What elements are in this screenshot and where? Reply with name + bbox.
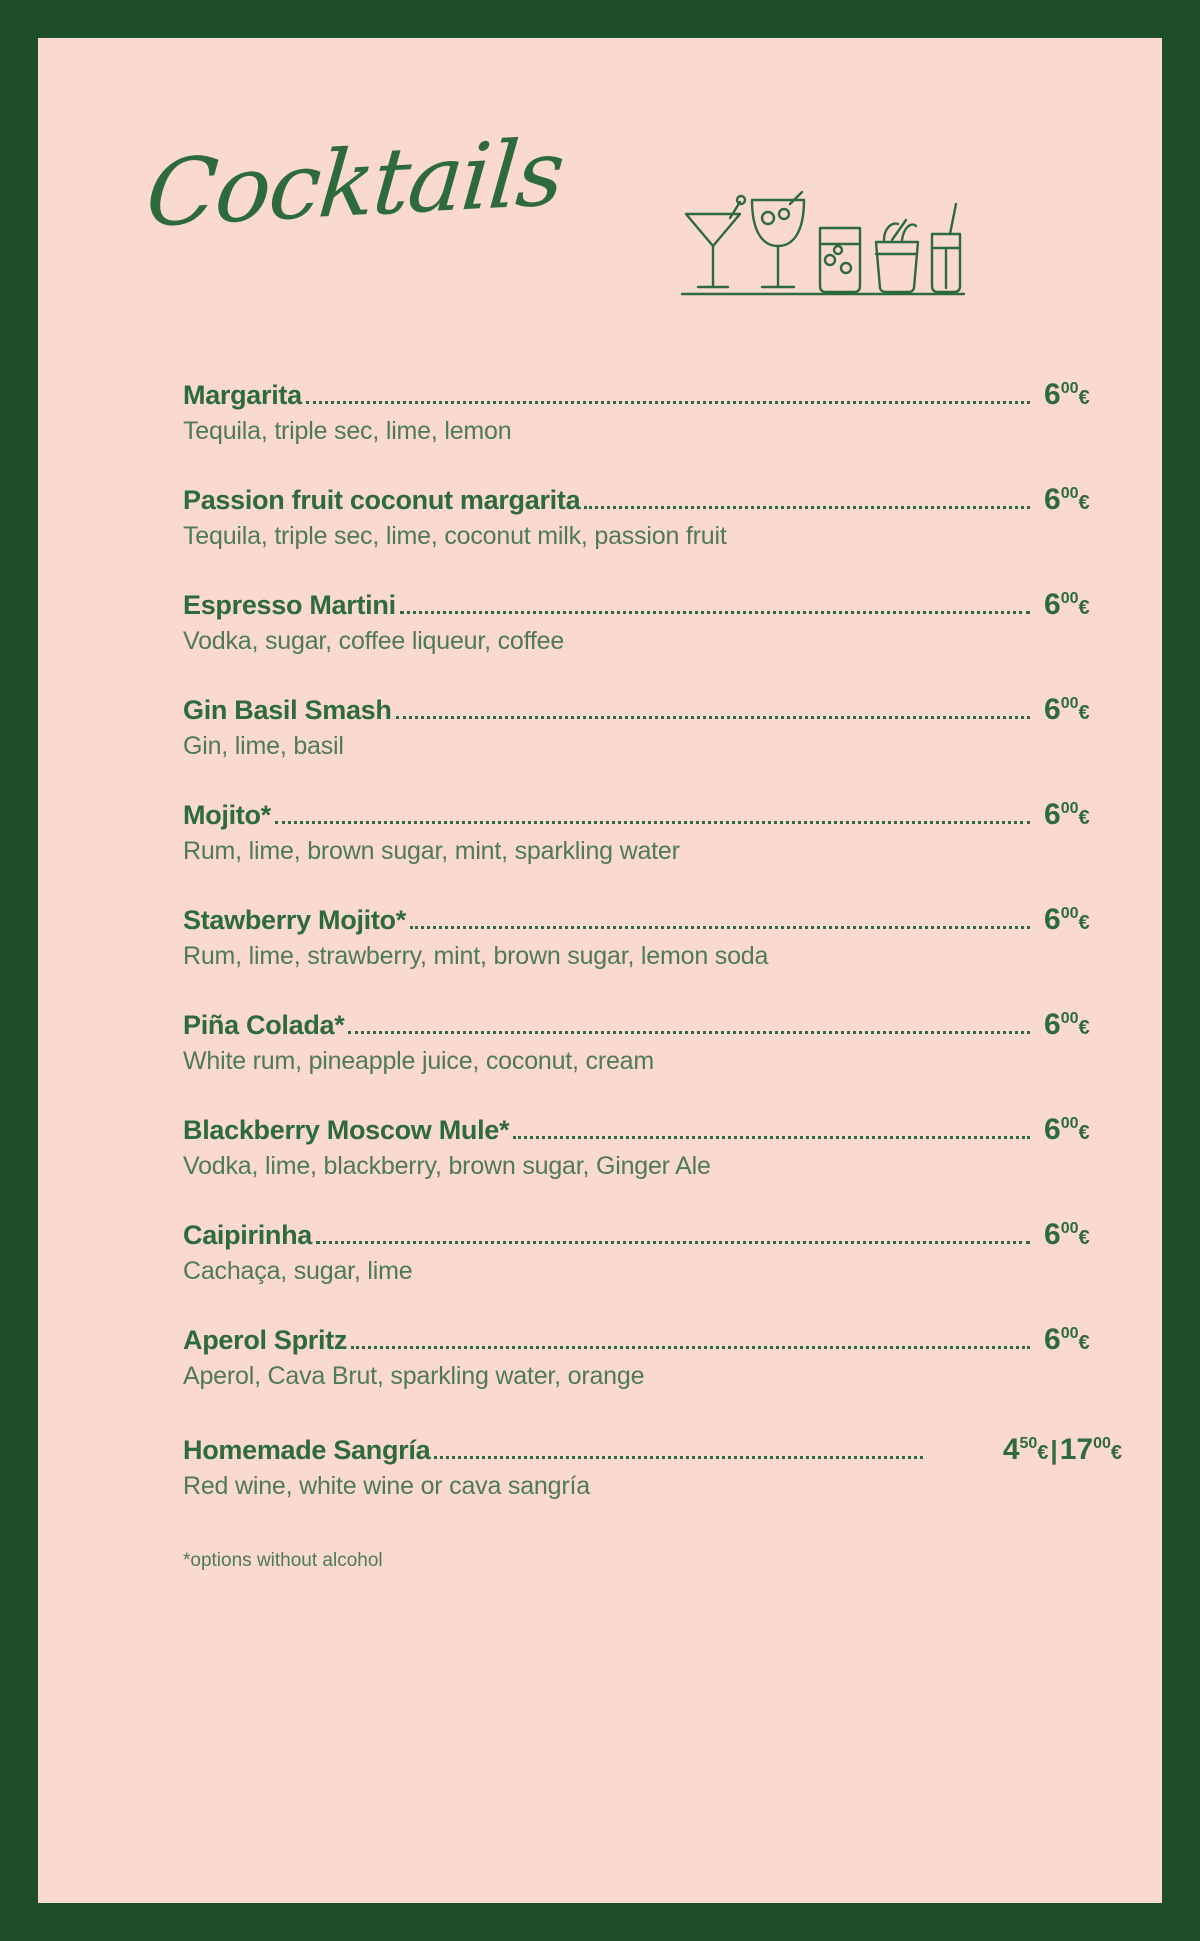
- leader-dots: [306, 400, 1030, 404]
- cocktail-glasses-icon: [678, 188, 968, 313]
- item-description: Red wine, white wine or cava sangría: [183, 1472, 590, 1500]
- item-name: Stawberry Mojito*: [183, 905, 406, 935]
- menu-header: [38, 38, 1162, 383]
- leader-dots: [584, 505, 1030, 509]
- list-item: [38, 903, 1162, 971]
- item-description: Cachaça, sugar, lime: [183, 1257, 413, 1285]
- item-price: [1034, 798, 1122, 832]
- price-amount: 6: [1044, 1008, 1061, 1041]
- price-amount: 6: [1044, 378, 1061, 411]
- item-name: Blackberry Moscow Mule*: [183, 1115, 510, 1145]
- item-description: Gin, lime, basil: [183, 732, 344, 760]
- price-currency: €: [1078, 1122, 1090, 1144]
- price-amount: 6: [1044, 693, 1061, 726]
- price-amount: 6: [1044, 903, 1061, 936]
- item-description: Vodka, lime, blackberry, brown sugar, Ginger Ale: [183, 1152, 711, 1180]
- price-cents: 00: [1060, 485, 1079, 502]
- item-price: [1034, 378, 1122, 412]
- leader-dots: [351, 1345, 1030, 1349]
- item-price: [1034, 483, 1122, 517]
- list-item: [38, 378, 1162, 446]
- price-cents-secondary: 00: [1093, 1435, 1111, 1452]
- price-cents: 00: [1060, 1325, 1079, 1342]
- price-currency: €: [1078, 597, 1090, 619]
- item-description: Aperol, Cava Brut, sparkling water, orange: [183, 1362, 645, 1390]
- item-header-row: [183, 1113, 1122, 1147]
- item-price: [1034, 1323, 1122, 1357]
- footnote: *options without alcohol: [183, 1550, 383, 1571]
- price-cents: 00: [1060, 1010, 1079, 1027]
- item-name: Espresso Martini: [183, 590, 396, 620]
- item-description: Tequila, triple sec, lime, lemon: [183, 417, 512, 445]
- item-header-row: [183, 903, 1122, 937]
- item-header-row: [183, 378, 1122, 412]
- item-price: [1034, 1218, 1122, 1252]
- item-name: Mojito*: [183, 800, 271, 830]
- list-item: [38, 1008, 1162, 1076]
- price-amount: 4: [1002, 1433, 1020, 1466]
- list-item: [38, 1433, 1162, 1501]
- price-currency: €: [1078, 1017, 1090, 1039]
- leader-dots: [348, 1030, 1030, 1034]
- price-currency: €: [1078, 912, 1090, 934]
- price-currency: €: [1078, 1227, 1090, 1249]
- price-cents: 00: [1060, 1220, 1079, 1237]
- leader-dots: [275, 820, 1030, 824]
- item-header-row: [183, 1218, 1122, 1252]
- item-price: [927, 1433, 1122, 1467]
- price-currency: €: [1078, 702, 1090, 724]
- list-item: [38, 483, 1162, 551]
- item-description: Vodka, sugar, coffee liqueur, coffee: [183, 627, 565, 655]
- price-cents: 00: [1060, 380, 1079, 397]
- item-header-row: [183, 1433, 1122, 1467]
- price-amount: 6: [1044, 1218, 1061, 1251]
- item-name: Passion fruit coconut margarita: [183, 485, 581, 515]
- list-item: [38, 588, 1162, 656]
- price-amount: 6: [1044, 1323, 1061, 1356]
- item-name: Aperol Spritz: [183, 1325, 348, 1355]
- item-header-row: [183, 693, 1122, 727]
- list-item: [38, 798, 1162, 866]
- item-name: Margarita: [183, 380, 302, 410]
- item-price: [1034, 1008, 1122, 1042]
- price-cents: 00: [1060, 800, 1079, 817]
- item-price: [1034, 903, 1122, 937]
- item-header-row: [183, 588, 1122, 622]
- item-name: Gin Basil Smash: [183, 695, 392, 725]
- menu-page: [38, 38, 1162, 1903]
- price-amount: 6: [1044, 483, 1061, 516]
- item-description: White rum, pineapple juice, coconut, cream: [183, 1047, 654, 1075]
- item-header-row: [183, 1323, 1122, 1357]
- page-title: Cocktails: [142, 119, 567, 248]
- item-description: Rum, lime, strawberry, mint, brown sugar, lemon soda: [183, 942, 769, 970]
- price-amount: 6: [1044, 1113, 1061, 1146]
- list-item: [38, 1218, 1162, 1286]
- price-amount-secondary: 17: [1059, 1433, 1094, 1466]
- item-header-row: [183, 798, 1122, 832]
- price-currency: €: [1078, 387, 1090, 409]
- price-cents: 00: [1060, 590, 1079, 607]
- price-cents: 50: [1019, 1435, 1038, 1452]
- list-item: [38, 693, 1162, 761]
- item-description: Tequila, triple sec, lime, coconut milk, passion fruit: [183, 522, 727, 550]
- price-currency: €: [1078, 1332, 1090, 1354]
- item-name: Piña Colada*: [183, 1010, 345, 1040]
- cocktail-list: [38, 378, 1162, 1572]
- item-header-row: [183, 483, 1122, 517]
- item-name: Caipirinha: [183, 1220, 313, 1250]
- price-cents: 00: [1060, 1115, 1079, 1132]
- list-item: [38, 1113, 1162, 1181]
- leader-dots: [400, 610, 1030, 614]
- item-name: Homemade Sangría: [183, 1435, 431, 1465]
- price-cents: 00: [1060, 695, 1079, 712]
- item-price: [1034, 588, 1122, 622]
- list-item: [38, 1323, 1162, 1391]
- price-currency-secondary: €: [1110, 1442, 1122, 1464]
- leader-dots: [316, 1240, 1030, 1244]
- price-amount: 6: [1044, 588, 1061, 621]
- price-amount: 6: [1044, 798, 1061, 831]
- item-description: Rum, lime, brown sugar, mint, sparkling water: [183, 837, 680, 865]
- item-price: [1034, 693, 1122, 727]
- price-separator: |: [1050, 1435, 1058, 1465]
- price-cents: 00: [1060, 905, 1079, 922]
- leader-dots: [396, 715, 1030, 719]
- price-currency: €: [1037, 1442, 1049, 1464]
- item-header-row: [183, 1008, 1122, 1042]
- price-currency: €: [1078, 492, 1090, 514]
- leader-dots: [513, 1135, 1030, 1139]
- price-currency: €: [1078, 807, 1090, 829]
- leader-dots: [410, 925, 1030, 929]
- item-price: [1034, 1113, 1122, 1147]
- leader-dots: [434, 1455, 923, 1459]
